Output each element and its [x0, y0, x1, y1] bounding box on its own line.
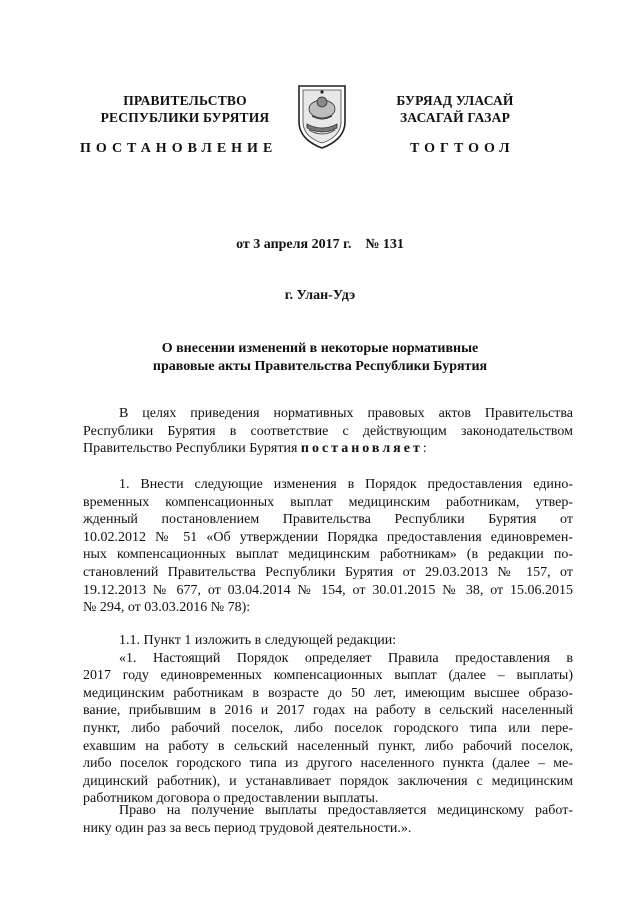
- header-right-authority: [360, 92, 550, 126]
- text-line: работником договора о предоставлении выплаты.: [83, 791, 379, 807]
- header-left-authority: [95, 92, 275, 126]
- text-line: временных компенсационных выплат медицинским работникам, утвер-: [83, 494, 573, 510]
- resolves-keyword: постановляет: [300, 441, 423, 457]
- text-line: Право на получение выплаты предоставляется медицинскому работ-: [119, 803, 573, 818]
- text-line: 19.12.2013 № 677, от 03.04.2014 № 154, от 30.01.2015 № 38, от 15.06.2015: [83, 582, 573, 598]
- paragraph-item-1: [83, 476, 573, 617]
- doc-type-left: ПОСТАНОВЛЕНИЕ: [80, 141, 278, 156]
- document-title-line2: правовые акты Правительства Республики Бурятия: [152, 359, 488, 374]
- text-line: становлений Правительства Республики Бурятия от 29.03.2013 № 157, от: [83, 564, 573, 580]
- text-line: дицинский работник), и устанавливает порядок заключения с медицинским: [83, 773, 573, 789]
- header-right-line1: БУРЯАД УЛАСАЙ: [396, 93, 514, 108]
- text-line: жденный постановлением Правительства Республики Бурятия от: [83, 512, 573, 528]
- header-left-line1: ПРАВИТЕЛЬСТВО: [123, 93, 247, 108]
- text-line: 1. Внести следующие изменения в Порядок предоставления едино-: [119, 477, 573, 492]
- document-title: [0, 340, 640, 376]
- preamble-prefix: Правительство Республики Бурятия: [83, 441, 301, 457]
- text-line: В целях приведения нормативных правовых актов Правительства: [119, 406, 573, 421]
- header-right-line2: ЗАСАГАЙ ГАЗАР: [399, 110, 511, 125]
- text-line: медицинским работникам в возрасте до 50 лет, имеющим высшее образо-: [83, 685, 573, 701]
- text-line: 2017 году единовременных компенсационных выплат (далее – выплаты): [83, 668, 573, 684]
- text-line: нику один раз за весь период трудовой деятельности.».: [83, 820, 412, 836]
- preamble-suffix: :: [422, 441, 427, 457]
- text-line: либо поселок городского типа из другого населенного пункта (далее – ме-: [83, 756, 573, 772]
- document-title-line1: О внесении изменений в некоторые нормативные: [161, 341, 479, 356]
- city: г. Улан-Удэ: [284, 288, 356, 303]
- text-line: пункт, либо рабочий поселок, либо поселок городского типа или пере-: [83, 720, 573, 736]
- text-line: Республики Бурятия в соответствие с действующим законодательством: [83, 423, 573, 439]
- text-line: 1.1. Пункт 1 изложить в следующей редакции:: [119, 633, 397, 648]
- paragraph-item-1-1: [83, 632, 573, 808]
- text-line: «1. Настоящий Порядок определяет Правила предоставления в: [119, 650, 573, 666]
- coat-of-arms-icon: [295, 82, 349, 150]
- text-line: 10.02.2012 № 51 «Об утверждении Порядка предоставления единовремен-: [83, 529, 573, 545]
- text-line: вание, прибывшим в 2016 и 2017 годах на работу в сельский населенный: [83, 703, 573, 719]
- text-line: ных компенсационных выплат медицинским работникам» (в редакции по-: [83, 547, 573, 563]
- date-and-number: от 3 апреля 2017 г. № 131: [236, 237, 404, 252]
- paragraph-preamble: [83, 405, 573, 458]
- header-left-line2: РЕСПУБЛИКИ БУРЯТИЯ: [100, 110, 270, 125]
- text-line: [83, 440, 573, 458]
- doc-type-right: ТОГТООЛ: [410, 141, 515, 156]
- paragraph-right-clause: [83, 802, 573, 837]
- text-line: № 294, от 03.03.2016 № 78):: [83, 600, 251, 616]
- text-line: ехавшим на работу в сельский населенный пункт, либо рабочий поселок,: [83, 738, 573, 754]
